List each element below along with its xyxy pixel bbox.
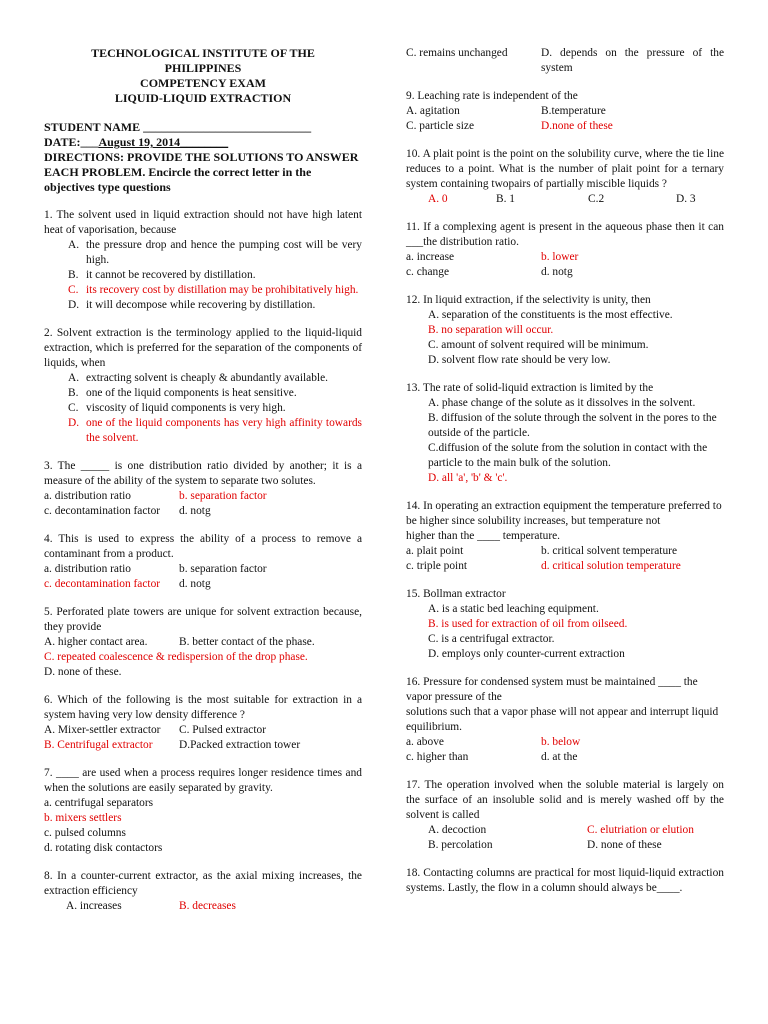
question-text: 7. ____ are used when a process requires longer residence times and when the solutions are easily separated by gravity. <box>44 767 362 794</box>
option-c[interactable]: C. amount of solvent required will be minimum. <box>428 339 649 351</box>
question-15 <box>406 587 724 662</box>
question-text-continued: solutions such that a vapor phase will not appear and interrupt liquid equilibrium. <box>406 706 719 733</box>
option-a[interactable]: A. extracting solvent is cheaply & abundantly available. <box>68 372 328 384</box>
question-text: 5. Perforated plate towers are unique for solvent extraction because, they provide <box>44 606 362 633</box>
option-b[interactable]: B. diffusion of the solute through the solvent in the pores to the outside of the particle. <box>428 412 717 439</box>
right-column <box>406 46 724 896</box>
question-text: 13. The rate of solid-liquid extraction is limited by the <box>406 382 654 394</box>
option-a[interactable]: A. increases <box>66 900 122 912</box>
question-4 <box>44 532 362 592</box>
option-b-correct[interactable]: B. is used for extraction of oil from oilseed. <box>428 618 628 630</box>
option-b-correct[interactable]: b. mixers settlers <box>44 812 122 824</box>
option-c[interactable]: C. particle size <box>406 120 474 132</box>
header-line: PHILIPPINES <box>164 61 242 75</box>
question-10 <box>406 147 724 207</box>
option-c[interactable]: C. is a centrifugal extractor. <box>428 633 555 645</box>
option-c[interactable]: C.diffusion of the solute from the solution in contact with the particle to the main bulk of the solution. <box>428 442 708 469</box>
option-a[interactable]: A. separation of the constituents is the most effective. <box>428 309 673 321</box>
option-a[interactable]: a. distribution ratio <box>44 490 131 502</box>
question-text: 16. Pressure for condensed system must be maintained ____ the vapor pressure of the <box>406 676 698 703</box>
question-text-continued: higher than the ____ temperature. <box>406 530 561 542</box>
question-text: 15. Bollman extractor <box>406 588 506 600</box>
option-c-correct[interactable]: C. repeated coalescence & redispersion of the drop phase. <box>44 651 308 663</box>
question-2 <box>44 326 362 446</box>
option-b-correct[interactable]: b. separation factor <box>179 490 267 502</box>
question-14 <box>406 499 724 574</box>
option-c[interactable]: C. remains unchanged <box>406 47 508 59</box>
option-a[interactable]: a. above <box>406 736 444 748</box>
option-b[interactable]: B. better contact of the phase. <box>179 636 315 648</box>
question-7 <box>44 766 362 856</box>
question-text: 2. Solvent extraction is the terminology applied to the liquid-liquid extraction, which is preferred for the separation of the components of liquids, when <box>44 327 362 369</box>
question-text: 11. If a complexing agent is present in the aqueous phase then it can ___the distribution ratio. <box>406 221 724 248</box>
option-b[interactable]: B. it cannot be recovered by distillation. <box>68 269 256 281</box>
question-12 <box>406 293 724 368</box>
question-text: 18. Contacting columns are practical for most liquid-liquid extraction systems. Lastly, the flow in a column should always be____. <box>406 867 724 894</box>
option-c[interactable]: C. viscosity of liquid components is very high. <box>68 402 286 414</box>
option-a[interactable]: A. the pressure drop and hence the pumping cost will be very high. <box>68 239 362 266</box>
option-c-correct[interactable]: C. elutriation or elution <box>587 824 694 836</box>
question-text: 4. This is used to express the ability of a process to remove a contaminant from a product. <box>44 533 362 560</box>
option-d-correct[interactable]: D. one of the liquid components has very high affinity towards the solvent. <box>68 417 362 444</box>
option-c[interactable]: C. Pulsed extractor <box>179 724 266 736</box>
option-c[interactable]: c. higher than <box>406 751 469 763</box>
option-d[interactable]: D. it will decompose while recovering by distillation. <box>68 299 316 311</box>
option-d[interactable]: d. rotating disk contactors <box>44 842 163 854</box>
option-b[interactable]: b. separation factor <box>179 563 267 575</box>
date-field[interactable] <box>44 135 362 150</box>
question-18 <box>406 866 724 896</box>
option-d[interactable]: D. employs only counter-current extraction <box>428 648 625 660</box>
question-text: 10. A plait point is the point on the solubility curve, where the tie line reduces to a point. What is the number of plait point for a ternary system containing twopairs of partially miscible liquids ? <box>406 148 724 190</box>
option-d[interactable]: D. solvent flow rate should be very low. <box>428 354 611 366</box>
option-b-correct[interactable]: b. below <box>541 736 581 748</box>
question-5 <box>44 605 362 680</box>
option-d-correct[interactable]: D. all 'a', 'b' & 'c'. <box>428 472 508 484</box>
option-a[interactable]: a. centrifugal separators <box>44 797 154 809</box>
option-b[interactable]: B. percolation <box>428 839 493 851</box>
option-d-correct[interactable]: d. critical solution temperature <box>541 560 681 572</box>
option-a[interactable]: A. phase change of the solute as it dissolves in the solvent. <box>428 397 696 409</box>
question-16 <box>406 675 724 765</box>
question-text: 9. Leaching rate is independent of the <box>406 90 578 102</box>
question-1 <box>44 208 362 313</box>
question-text: 6. Which of the following is the most suitable for extraction in a system having very low density difference ? <box>44 694 362 721</box>
option-a-correct[interactable]: A. 0 <box>428 193 448 205</box>
option-c-correct[interactable]: C. its recovery cost by distillation may be prohibitatively high. <box>68 284 359 296</box>
exam-header <box>44 46 362 106</box>
question-6 <box>44 693 362 753</box>
option-a[interactable]: A. higher contact area. <box>44 636 148 648</box>
option-c[interactable]: c. pulsed columns <box>44 827 126 839</box>
option-c[interactable]: c. change <box>406 266 450 278</box>
student-info <box>44 120 362 195</box>
question-13 <box>406 381 724 486</box>
option-b-correct[interactable]: B. no separation will occur. <box>428 324 554 336</box>
option-b[interactable]: B.temperature <box>541 105 606 117</box>
option-d[interactable]: D. none of these <box>587 839 662 851</box>
question-text: 14. In operating an extraction equipment the temperature preferred to be higher since solubility increases, but temperature not <box>406 500 722 527</box>
header-line: COMPETENCY EXAM <box>140 76 266 90</box>
option-c[interactable]: c. decontamination factor <box>44 505 161 517</box>
option-b-correct[interactable]: B. decreases <box>179 900 236 912</box>
question-text: 3. The _____ is one distribution ratio divided by another; it is a measure of the ability of the system to separate two solutes. <box>44 460 362 487</box>
option-d[interactable]: D.Packed extraction tower <box>179 739 301 751</box>
student-name-field[interactable]: STUDENT NAME ____________________________ <box>44 120 312 134</box>
option-b[interactable]: B. 1 <box>496 193 515 205</box>
question-8 <box>44 869 362 914</box>
question-3 <box>44 459 362 519</box>
option-a[interactable]: a. plait point <box>406 545 464 557</box>
option-d-correct[interactable]: D.none of these <box>541 120 613 132</box>
option-c-correct[interactable]: c. decontamination factor <box>44 578 161 590</box>
option-d[interactable]: d. at the <box>541 751 578 763</box>
option-d[interactable]: D. 3 <box>676 193 696 205</box>
question-text: 8. In a counter-current extractor, as the axial mixing increases, the extraction efficiency <box>44 870 362 897</box>
date-label: DATE:___ <box>44 135 99 149</box>
question-9 <box>406 89 724 134</box>
question-17 <box>406 778 724 853</box>
option-a[interactable]: A. is a static bed leaching equipment. <box>428 603 599 615</box>
question-text: 17. The operation involved when the soluble material is largely on the surface of an insoluble solid and is merely washed off by the solvent is called <box>406 779 724 821</box>
option-d[interactable]: d. notg <box>541 266 573 278</box>
question-11 <box>406 220 724 280</box>
option-d[interactable]: D. depends on the pressure of the system <box>541 47 724 74</box>
directions: DIRECTIONS: PROVIDE THE SOLUTIONS TO ANSWER EACH PROBLEM. Encircle the correct letter in the objectives type questions <box>44 150 359 194</box>
option-a[interactable]: a. distribution ratio <box>44 563 131 575</box>
option-c[interactable]: c. triple point <box>406 560 468 572</box>
option-a[interactable]: A. agitation <box>406 105 460 117</box>
option-b[interactable]: B. one of the liquid components is heat sensitive. <box>68 387 297 399</box>
option-d[interactable]: d. notg <box>179 505 211 517</box>
option-a[interactable]: a. increase <box>406 251 455 263</box>
question-8-continued <box>406 46 724 76</box>
option-c[interactable]: C.2 <box>588 193 605 205</box>
option-d[interactable]: d. notg <box>179 578 211 590</box>
date-value: August 19, 2014________ <box>98 135 229 149</box>
left-column <box>44 46 362 914</box>
option-b-correct[interactable]: b. lower <box>541 251 579 263</box>
header-line: TECHNOLOGICAL INSTITUTE OF THE <box>91 46 315 60</box>
option-d[interactable]: D. none of these. <box>44 666 122 678</box>
option-a[interactable]: A. Mixer-settler extractor <box>44 724 161 736</box>
option-a[interactable]: A. decoction <box>428 824 487 836</box>
option-b[interactable]: b. critical solvent temperature <box>541 545 677 557</box>
option-b-correct[interactable]: B. Centrifugal extractor <box>44 739 153 751</box>
question-text: 1. The solvent used in liquid extraction should not have high latent heat of vaporisation, because <box>44 209 362 236</box>
header-line: LIQUID-LIQUID EXTRACTION <box>114 91 292 105</box>
question-text: 12. In liquid extraction, if the selectivity is unity, then <box>406 294 651 306</box>
